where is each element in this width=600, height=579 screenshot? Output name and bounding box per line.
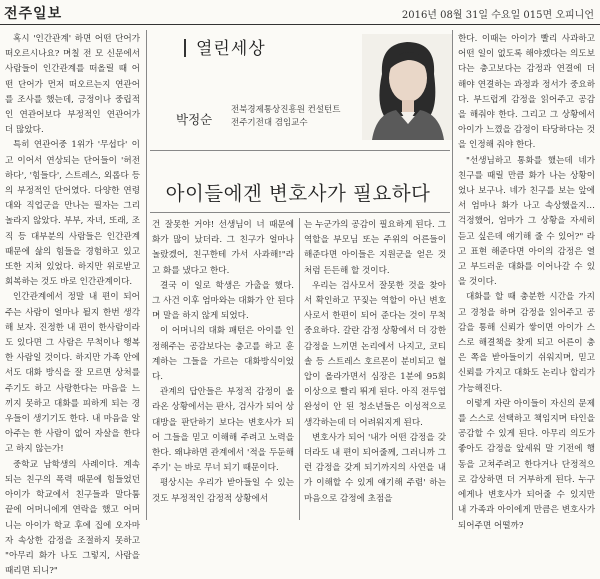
column-name: 열린세상 — [184, 34, 266, 59]
headline: 아이들에겐 변호사가 필요하다 — [165, 182, 431, 205]
author-role: 전북경제통상진흥원 컨설턴트 전주기전대 겸임교수 — [231, 105, 341, 128]
article-column-4 — [458, 32, 595, 531]
article-column-2 — [152, 218, 294, 520]
paragraph: 평상시는 우리가 받아들일 수 있는 것도 부정적인 감정적 상황에서 — [152, 478, 294, 504]
paragraph: 대화를 할 때 충분한 시간을 가지고 경청을 하며 감정을 읽어주고 공감을 통해 신뢰가 쌓이면 아이가 스스로 해결책을 찾게 되고 어른이 충은 쪽을 받아들이기 쉬워지며, 믿고 신뢰를 가지고 대화도 논리나 합리가 가능해진다. — [458, 292, 595, 394]
paragraph: 우리는 검사모서 잘못한 것을 찾아서 확인하고 꾸짖는 역할이 아닌 변호사로서 한편이 되어 준다는 것이 무척 중요하다. 갈란 감정 상황에서 더 강한 감정을 느끼면 논리에서 나지고, 코티솔 등 스트레스 호르몬이 분비되고 혈압이 올라가면서 심장은 1분에 95회 이상으로 빨리 뛰게 된다. 아직 전두엽 완성이 안 된 청소년들은 이성적으로 생각하는데 더 어려워지게 된다. — [304, 280, 446, 428]
paragraph: 이 어머니의 대화 패턴은 아이를 인정해주는 공감보다는 충고를 하고 훈계하는 그들을 가르는 대화방식이었다. — [152, 326, 294, 383]
paragraph: 결국 이 일로 학생은 가출을 했다. 그 사건 이후 엄마와는 대화가 안 된다며 말을 하지 않게 되었다. — [152, 280, 294, 322]
paragraph: 건 잘못한 거야! 선생님이 너 때문에 화가 많이 났더라. 그 친구가 얼마나 놀랐겠어, 친구한테 가서 사과해!"라고 화를 냈다고 한다. — [152, 220, 294, 276]
headline-divider — [150, 212, 450, 213]
paragraph: 혹시 '인간관계' 하면 어떤 단어가 떠오르시나요? 며칠 전 모 신문에서 사람들이 인간관계를 떠올릴 때 어떤 단어가 먼저 떠오르는지 연관어를 조사를 했는데, 긍정이나 중립적인 연관어보다 부정적인 연관어가 더 많았다. — [5, 34, 140, 136]
paragraph: 이렇게 자란 아이들이 자신의 문제를 스스로 선택하고 책임지며 타인을 공감할 수 있게 된다. 아무리 의도가 좋아도 감정을 앞세워 말 기전에 행동을 고쳐주려고 한다거나 단정적으로 감상하면 더 거부하게 된다. 누구에게나 변호사가 되어줄 수 있지만 내 가족과 아이에게 만큼은 변호사가 되어주면 어떨까? — [458, 398, 595, 531]
paragraph: 는 누군가의 공감이 필요하게 된다. 그 역할을 부모님 또는 주위의 어른들이 해준다면 아이들은 지원군을 얻은 것처럼 든든해 할 것이다. — [304, 220, 446, 276]
paragraph: "선생님하고 통화를 했는데 네가 친구를 때릴 만큼 화가 나는 상황이었나 보구나. 네가 친구를 보는 앞에서 엄마나 화가 나고 속상했을지… 걱정했어, 엄마가 그 상황을 자세히 듣고 싶은데 얘기해 줄 수 있어?" 라고 표현 해준다면 아이의 감정은 열고 부드러운 대화를 이어나갈 수 있을 것이다. — [458, 155, 595, 288]
paragraph: 한다. 이때는 아이가 빨리 사과하고 어떤 일이 없도록 해야겠다는 의도보다는 충고보다는 감정과 연결에 더 해야 연결하는 과정과 정서가 중요하다. 부드럽게 감정을 읽어주고 공감을 해줘야 한다. 그리고 그 상황에서 아이가 느꼈을 감정이 타당하다는 것을 인정해 줘야 한다. — [458, 34, 595, 151]
paragraph: 인간관계에서 정말 내 편이 되어주는 사람이 얼마나 될지 한번 생각해 보자. 진정한 내 편이 한사람이라도 있다면 그 사람은 무척이나 행복한 사람일 것이다. 하지만 가족 안에서도 대화 방식을 잘 모르면 상처를 주기도 하고 사랑한다는 마음을 느끼지 못하고 대화를 피하게 되는 경우들이 생기기도 한다. 내 마음을 알아주는 한 사람이 없어 자살을 한다고 하지 않는가! — [5, 292, 140, 455]
paragraph: 중학교 남학생의 사례이다. 계속되는 친구의 폭력 때문에 힘들었던 아이가 학교에서 친구들과 말다툼 끝에 어머니에게 연락을 했고 어머니는 아이가 학교 후에 집에 오자마자 속상한 감정을 조절하지 못하고 "아무리 화가 나도 그렇지, 사람을 때리면 되니?" — [5, 459, 140, 577]
article-column-1 — [5, 32, 140, 577]
column-divider — [146, 30, 147, 520]
dateline: 2016년 08월 31일 수요일 015면 오피니언 — [401, 10, 594, 21]
masthead-rule — [0, 24, 600, 25]
author-name: 박정순 — [176, 112, 213, 127]
newspaper-logo: 전주일보 — [4, 6, 63, 22]
column-divider — [299, 218, 300, 520]
paragraph: 특히 연관어중 1위가 '무섭다' 이고 이어서 연상되는 단어들이 '허전하다', '힘들다', 스트레스, 외롭다 등의 부정적인 단어였다. 다양한 연령대와 직업군을 만나는 필자는 그리 놀라지 않았다. 부부, 자녀, 또래, 조직 등 대부분의 사람들은 인간관계 때문에 삶의 힘들을 경험하고 있고 또한 지쳐 있었다. 하지만 위로받고 회복하는 것도 바로 인간관계이다. — [5, 140, 140, 288]
article-column-3 — [304, 218, 446, 520]
header-divider — [150, 150, 450, 151]
paragraph: 관계의 답안들은 부정적 감정이 올라온 상황에서는 판사, 검사가 되어 상대방을 판단하기 보다는 변호사가 되어 그들을 믿고 이해해 주려고 노력을 한다. 왜냐하면 관계에서 '적을 두둔해 주기' 는 바로 무너 되기 때문이다. — [152, 387, 294, 474]
column-divider — [452, 30, 453, 520]
author-photo — [362, 34, 452, 140]
paragraph: 변호사가 되어 '내가 어떤 감정을 갖더라도 내 편이 되어줄께, 그러니까 그런 감정을 갖게 되기까지의 사연을 내가 이해할 수 있게 얘기해 주렴' 하는 마음으로 감정에 초점을 — [304, 432, 446, 504]
